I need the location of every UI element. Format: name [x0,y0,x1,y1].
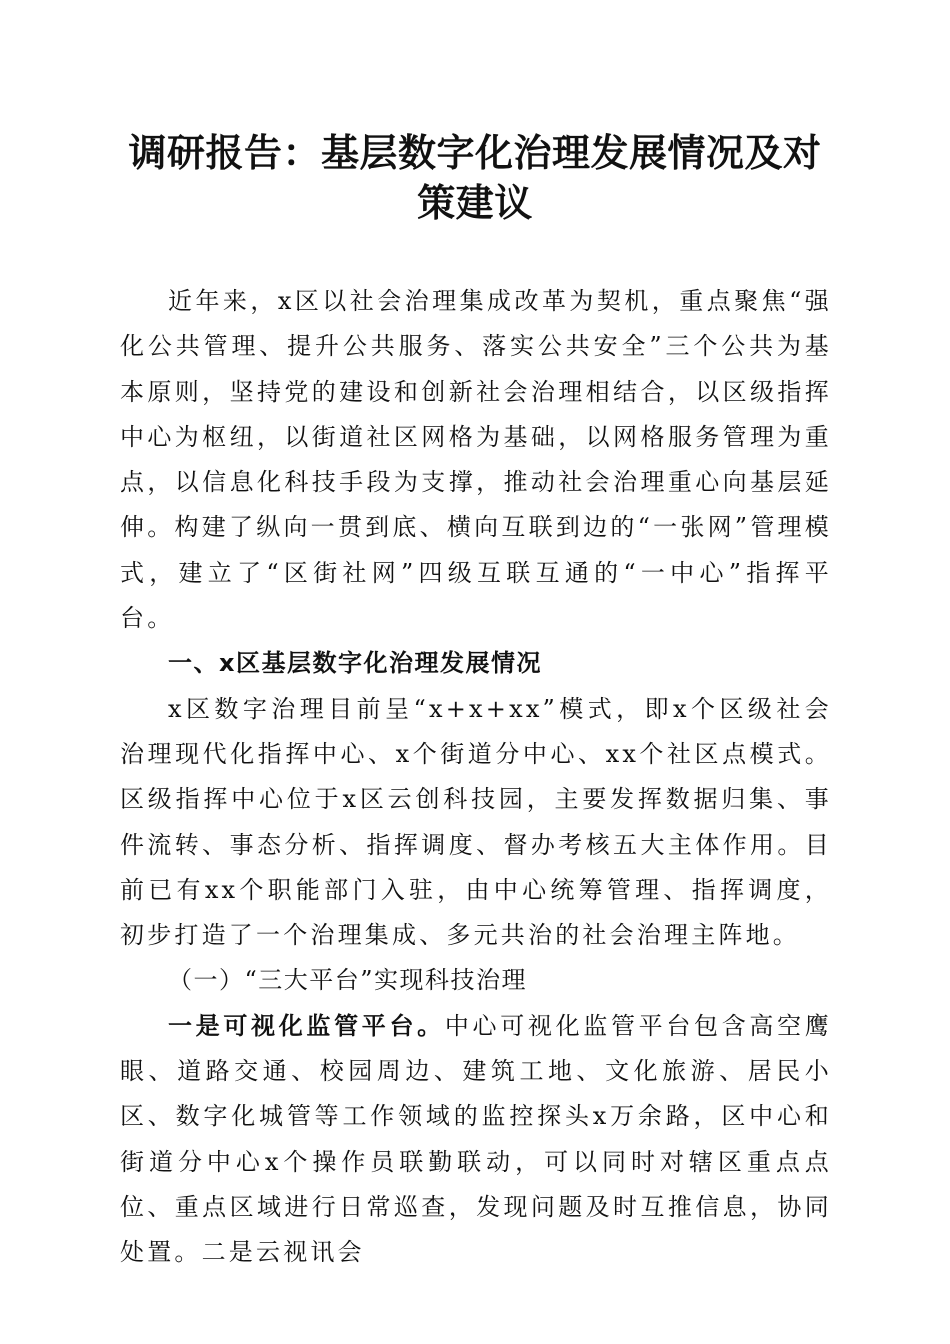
subsection-text: 中心可视化监管平台包含高空鹰眼、道路交通、校园周边、建筑工地、文化旅游、居民小区、数字化城管等工作领域的监控探头x万余路，区中心和街道分中心x个操作员联勤联动，可以同时对辖区重点点位、重点区域进行日常巡查，发现问题及时互推信息，协同处置。二是云视讯会 [120,1011,832,1267]
subsection-heading: （一）“三大平台”实现科技治理 [168,966,528,995]
subsection-paragraph [120,1004,832,1276]
document-title: 调研报告：基层数字化治理发展情况及对策建议 [128,131,822,225]
document-body [120,279,832,1276]
section-heading: 一、x区基层数字化治理发展情况 [168,649,542,678]
intro-paragraph: 近年来，x区以社会治理集成改革为契机，重点聚焦“强化公共管理、提升公共服务、落实公共安全”三个公共为基本原则，坚持党的建设和创新社会治理相结合，以区级指挥中心为枢纽，以街道社区网格为基础，以网格服务管理为重点，以信息化科技手段为支撑，推动社会治理重心向基层延伸。构建了纵向一贯到底、横向互联到边的“一张网”管理模式，建立了“区街社网”四级互联互通的“一中心”指挥平台。 [120,287,832,633]
subsection-lead: 一是可视化监管平台。 [168,1011,445,1040]
section-paragraph: x区数字治理目前呈“x+x+xx”模式，即x个区级社会治理现代化指挥中心、x个街道分中心、xx个社区点模式。区级指挥中心位于x区云创科技园，主要发挥数据归集、事件流转、事态分析、指挥调度、督办考核五大主体作用。目前已有xx个职能部门入驻，由中心统筹管理、指挥调度，初步打造了一个治理集成、多元共治的社会治理主阵地。 [120,694,832,950]
